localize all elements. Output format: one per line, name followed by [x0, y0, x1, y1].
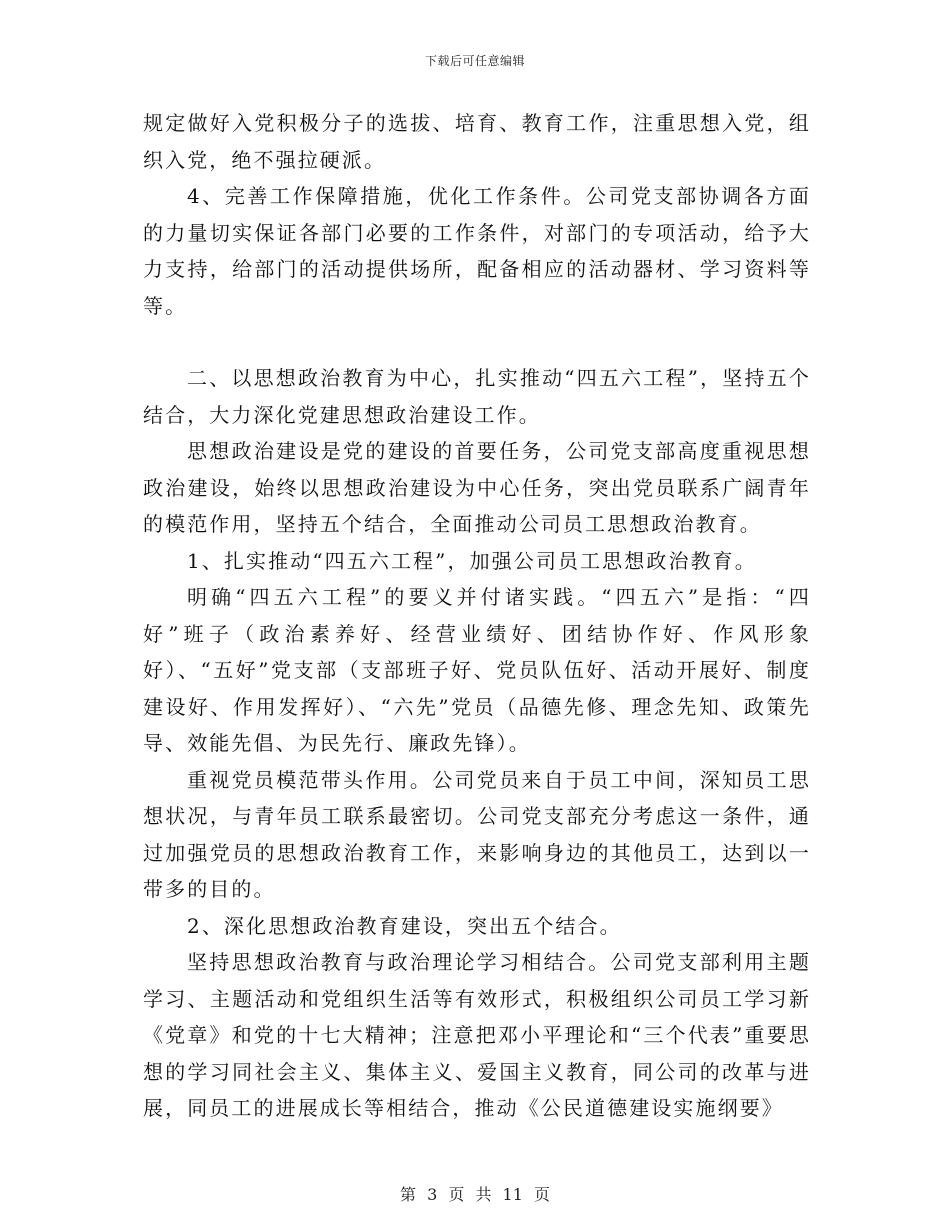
paragraph-gap: [143, 324, 811, 360]
page-number: 第 3 页 共 11 页: [400, 1185, 550, 1204]
paragraph-party-members: 重视党员模范带头作用。公司党员来自于员工中间，深知员工思想状况，与青年员工联系最密切。公司党支部充分考虑这一条件，通过加强党员的思想政治教育工作，来影响身边的其他员工，达到以一带多的目的。: [143, 767, 811, 901]
paragraph-continuation: 规定做好入党积极分子的选拔、培育、教育工作，注重思想入党，组织入党，绝不强拉硬派。: [143, 111, 811, 172]
section-heading-2: 二、以思想政治教育为中心，扎实推动“四五六工程”，坚持五个结合，大力深化党建思想政治建设工作。: [143, 366, 811, 427]
paragraph-intro: 思想政治建设是党的建设的首要任务，公司党支部高度重视思想政治建设，始终以思想政治建设为中心任务，突出党员联系广阔青年的模范作用，坚持五个结合，全面推动公司员工思想政治教育。: [143, 439, 811, 536]
paragraph-456-definition: 明确“四五六工程”的要义并付诸实践。“四五六”是指：“四好”班子（政治素养好、经营业绩好、团结协作好、作风形象好）、“五好”党支部（支部班子好、党员队伍好、活动开展好、制度建设好、作用发挥好）、“六先”党员（品德先修、理念先知、政策先导、效能先倡、为民先行、廉政先锋）。: [143, 585, 811, 755]
page-header: 下载后可任意编辑: [424, 54, 525, 68]
subheading-2: 2、深化思想政治教育建设，突出五个结合。: [187, 913, 622, 938]
document-body: [143, 105, 811, 1127]
paragraph-education-theory: 坚持思想政治教育与政治理论学习相结合。公司党支部利用主题学习、主题活动和党组织生活等有效形式，积极组织公司员工学习新《党章》和党的十七大精神；注意把邓小平理论和“三个代表”重要思想的学习同社会主义、集体主义、爱国主义教育，同公司的改革与进展，同员工的进展成长等相结合，推动《公民道德建设实施纲要》: [143, 950, 811, 1120]
subheading-1: 1、扎实推动“四五六工程”，加强公司员工思想政治教育。: [187, 548, 757, 573]
paragraph-item-4: 4、完善工作保障措施，优化工作条件。公司党支部协调各方面的力量切实保证各部门必要的工作条件，对部门的专项活动，给予大力支持，给部门的活动提供场所，配备相应的活动器材、学习资料等等。: [143, 184, 811, 318]
